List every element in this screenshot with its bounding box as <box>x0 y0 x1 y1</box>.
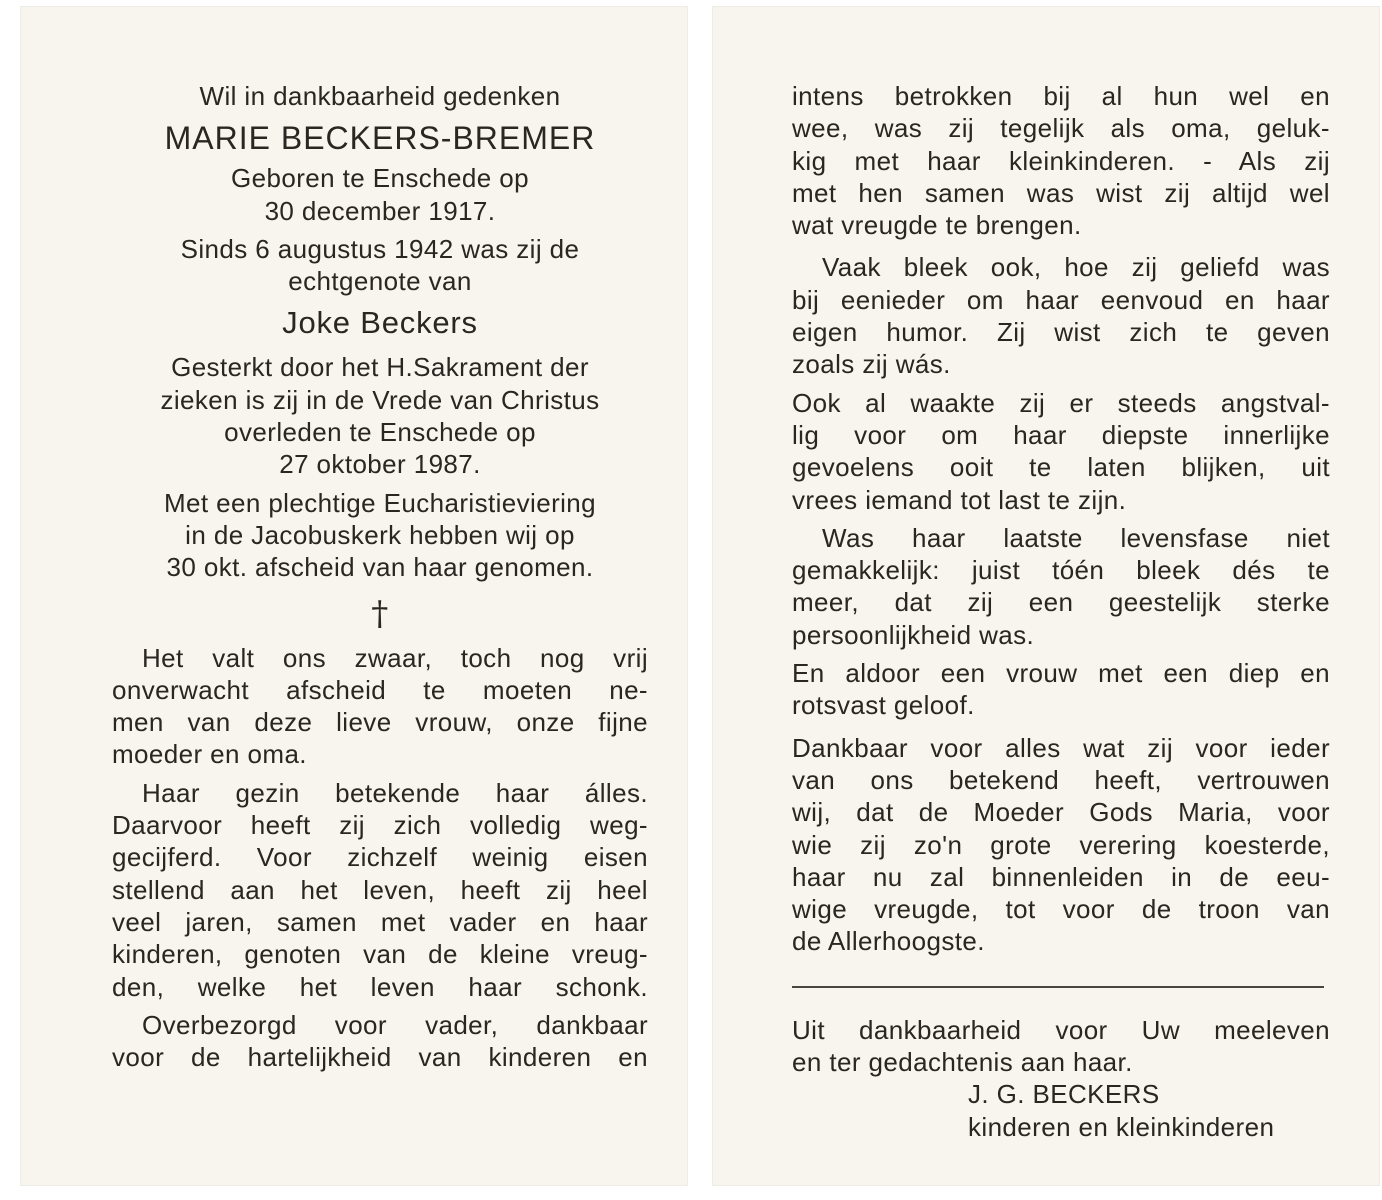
text-line: rotsvast geloof. <box>792 690 975 721</box>
paragraph <box>112 642 648 771</box>
mass-line: 30 okt. afscheid van haar genomen. <box>166 552 594 583</box>
text-line: onverwacht afscheid te moeten ne- <box>112 674 648 705</box>
text-line: moeder en oma. <box>112 739 307 770</box>
spouse-name: Joke Beckers <box>282 305 478 341</box>
text-line: gemakkelijk: juist tóén bleek dés te <box>792 555 1330 586</box>
text-line: kig met haar kleinkinderen. - Als zij <box>792 145 1330 176</box>
birth-line: Geboren te Enschede op <box>231 163 529 194</box>
signer-name: J. G. BECKERS <box>968 1079 1160 1110</box>
text-line: wat vreugde te brengen. <box>792 210 1082 241</box>
text-line: Vaak bleek ook, hoe zij geliefd was <box>822 252 1330 283</box>
text-line: Overbezorgd voor vader, dankbaar <box>142 1009 648 1040</box>
text-line: veel jaren, samen met vader en haar <box>112 906 648 937</box>
text-line: eigen humor. Zij wist zich te geven <box>792 317 1330 348</box>
married-line: Sinds 6 augustus 1942 was zij de <box>180 233 580 264</box>
mass-line: Met een plechtige Eucharistieviering <box>163 487 597 518</box>
text-line: wige vreugde, tot voor de troon van <box>792 894 1330 925</box>
left-card-page <box>20 6 688 1186</box>
text-line: haar nu zal binnenleiden in de eeu- <box>792 861 1330 892</box>
text-line: En aldoor een vrouw met een diep en <box>792 658 1330 689</box>
text-line: den, welke het leven haar schonk. <box>112 971 648 1002</box>
text-line: bij eenieder om haar eenvoud en haar <box>792 284 1330 315</box>
card-gutter <box>690 0 710 1200</box>
left-card-text <box>112 80 648 1073</box>
text-line: kinderen, genoten van de kleine vreug- <box>112 939 648 970</box>
deceased-name: MARIE BECKERS-BREMER <box>164 120 596 157</box>
text-line: meer, dat zij een geestelijk sterke <box>792 587 1330 618</box>
text-line: wie zij zo'n grote verering koesterde, <box>792 829 1330 860</box>
text-line: Ook al waakte zij er steeds angstval- <box>792 387 1330 418</box>
text-line: gecijferd. Voor zichzelf weinig eisen <box>112 842 648 873</box>
text-line: Haar gezin betekende haar álles. <box>142 777 648 808</box>
text-line: persoonlijkheid was. <box>792 619 1035 650</box>
signer-family: kinderen en kleinkinderen <box>968 1111 1275 1142</box>
divider <box>792 986 1324 988</box>
text-line: Was haar laatste levensfase niet <box>822 522 1330 553</box>
text-line: met hen samen was wist zij altijd wel <box>792 177 1330 208</box>
paragraph <box>112 1009 648 1074</box>
text-line: Daarvoor heeft zij zich volledig weg- <box>112 810 648 841</box>
death-line: Gesterkt door het H.Sakrament der <box>171 352 589 383</box>
paragraph <box>792 251 1330 380</box>
death-line: zieken is zij in de Vrede van Christus <box>160 384 600 415</box>
right-card-text <box>792 80 1330 1143</box>
text-line: Uit dankbaarheid voor Uw meeleven <box>792 1014 1330 1045</box>
thanks-paragraph <box>792 1014 1330 1079</box>
intro-line: Wil in dankbaarheid gedenken <box>199 81 561 111</box>
text-line: Dankbaar voor alles wat zij voor ieder <box>792 732 1330 763</box>
birth-date: 30 december 1917. <box>264 195 496 226</box>
death-line: overleden te Enschede op <box>224 417 536 448</box>
married-line: echtgenote van <box>288 266 472 297</box>
text-line: Het valt ons zwaar, toch nog vrij <box>142 642 648 673</box>
text-line: men van deze lieve vrouw, onze fijne <box>112 707 648 738</box>
paragraph <box>112 777 648 1003</box>
paragraph <box>792 522 1330 651</box>
text-line: voor de hartelijkheid van kinderen en <box>112 1042 648 1073</box>
text-line: en ter gedachtenis aan haar. <box>792 1047 1133 1078</box>
text-line: van ons betekend heeft, vertrouwen <box>792 764 1330 795</box>
text-line: de Allerhoogste. <box>792 926 985 957</box>
paragraph <box>792 387 1330 516</box>
text-line: gevoelens ooit te laten blijken, uit <box>792 452 1330 483</box>
paragraph <box>792 657 1330 722</box>
text-line: zoals zij wás. <box>792 349 951 380</box>
text-line: lig voor om haar diepste innerlijke <box>792 419 1330 450</box>
paragraph <box>792 80 1330 241</box>
paragraph <box>792 732 1330 958</box>
text-line: wij, dat de Moeder Gods Maria, voor <box>792 797 1330 828</box>
text-line: wee, was zij tegelijk als oma, geluk- <box>792 113 1330 144</box>
text-line: vrees iemand tot last te zijn. <box>792 484 1127 515</box>
text-line: stellend aan het leven, heeft zij heel <box>112 874 648 905</box>
right-card-page <box>712 6 1380 1186</box>
text-line: intens betrokken bij al hun wel en <box>792 81 1330 111</box>
death-date: 27 oktober 1987. <box>279 449 481 480</box>
mass-line: in de Jacobuskerk hebben wij op <box>185 519 575 550</box>
cross-icon: † <box>371 593 389 634</box>
